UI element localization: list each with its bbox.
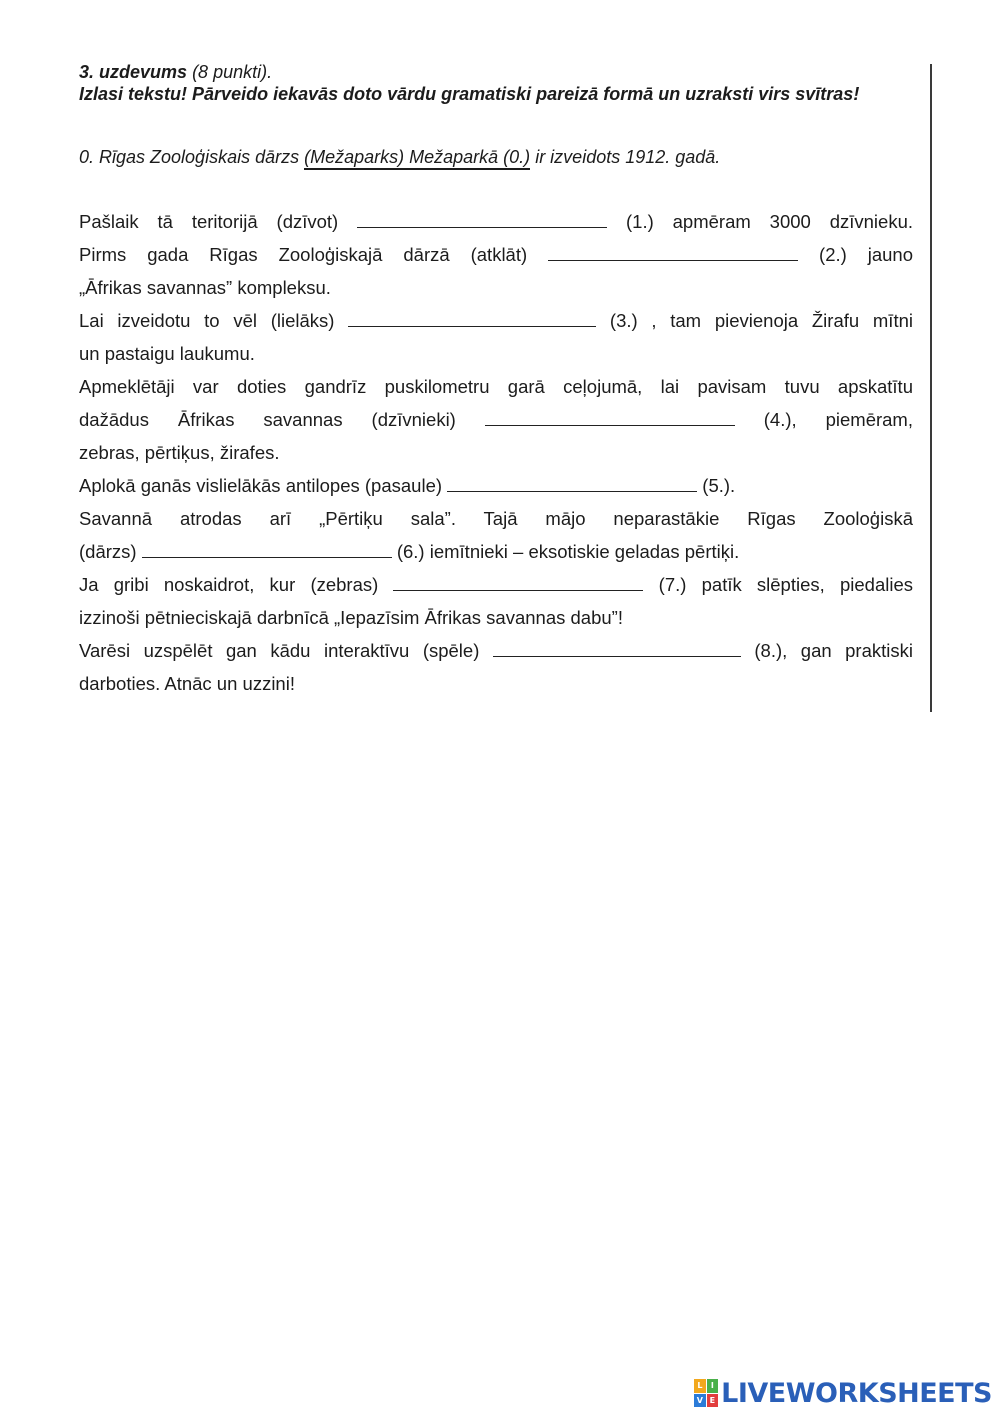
line-text: Apmeklētāji var doties gandrīz puskilometru garā ceļojumā, lai pavisam tuvu apskatītu <box>79 376 913 397</box>
answer-blank-5[interactable] <box>447 476 697 492</box>
margin-rule <box>930 64 932 712</box>
line-text: (dārzs) <box>79 541 142 562</box>
text-line-6 <box>79 376 913 398</box>
text-line-2 <box>79 244 913 266</box>
text-line-9 <box>79 475 913 497</box>
task-points: (8 punkti). <box>192 62 273 82</box>
line-text: izzinoši pētnieciskajā darbnīcā „Iepazīsim Āfrikas savannas dabu”! <box>79 607 623 628</box>
line-text: (7.) patīk slēpties, piedalies <box>643 574 913 595</box>
line-text: Aplokā ganās vislielākās antilopes (pasaule) <box>79 475 448 496</box>
example-after: ir izveidots 1912. gadā. <box>530 147 721 167</box>
line-text: (5.). <box>697 475 736 496</box>
task-instruction: Izlasi tekstu! Pārveido iekavās doto vārdu gramatiski pareizā formā un uzraksti virs svītras! <box>79 84 860 104</box>
answer-blank-1[interactable] <box>357 212 607 228</box>
logo-text: LIVEWORKSHEETS <box>721 1377 992 1409</box>
task-title: 3. uzdevums <box>79 62 188 82</box>
line-text: Lai izveidotu to vēl (lielāks) <box>79 310 349 331</box>
answer-blank-4[interactable] <box>485 410 735 426</box>
line-text: darboties. Atnāc un uzzini! <box>79 673 295 694</box>
text-line-15 <box>79 673 913 695</box>
text-line-11 <box>79 541 913 563</box>
text-line-8 <box>79 442 913 464</box>
answer-blank-8[interactable] <box>493 641 741 657</box>
text-line-4 <box>79 310 913 332</box>
line-text: (4.), piemēram, <box>734 409 913 430</box>
answer-blank-2[interactable] <box>548 245 798 261</box>
text-line-13 <box>79 607 913 629</box>
logo-mark-icon <box>694 1379 718 1407</box>
answer-blank-7[interactable] <box>393 575 643 591</box>
text-line-1 <box>79 211 913 233</box>
logo-mark-letter: I <box>707 1379 719 1393</box>
line-text: „Āfrikas savannas” kompleksu. <box>79 277 331 298</box>
task-heading <box>79 62 913 82</box>
text-line-7 <box>79 409 913 431</box>
logo-mark-letter: L <box>694 1379 706 1393</box>
answer-blank-6[interactable] <box>142 542 392 558</box>
example-answer: (Mežaparks) Mežaparkā (0.) <box>304 147 530 170</box>
line-text: (1.) apmēram 3000 dzīvnieku. <box>607 211 913 232</box>
liveworksheets-logo <box>694 1377 992 1409</box>
text-line-10 <box>79 508 913 530</box>
line-text: un pastaigu laukumu. <box>79 343 255 364</box>
logo-mark-letter: E <box>707 1394 719 1408</box>
line-text: Pirms gada Rīgas Zooloģiskajā dārzā (atklāt) <box>79 244 549 265</box>
example-sentence <box>79 145 913 169</box>
example-before: 0. Rīgas Zooloģiskais dārzs <box>79 147 305 167</box>
line-text: (8.), gan praktiski <box>740 640 913 661</box>
line-text: (6.) iemītnieki – eksotiskie geladas pērtiķi. <box>391 541 740 562</box>
line-text: Varēsi uzspēlēt gan kādu interaktīvu (spēle) <box>79 640 493 661</box>
line-text: Pašlaik tā teritorijā (dzīvot) <box>79 211 358 232</box>
line-text: zebras, pērtiķus, žirafes. <box>79 442 280 463</box>
text-line-5 <box>79 343 913 365</box>
line-text: (2.) jauno <box>798 244 913 265</box>
line-text: (3.) , tam pievienoja Žirafu mītni <box>596 310 913 331</box>
text-line-3 <box>79 277 913 299</box>
text-line-12 <box>79 574 913 596</box>
text-line-14 <box>79 640 913 662</box>
line-text: Ja gribi noskaidrot, kur (zebras) <box>79 574 394 595</box>
line-text: dažādus Āfrikas savannas (dzīvnieki) <box>79 409 485 430</box>
logo-mark-letter: V <box>694 1394 706 1408</box>
answer-blank-3[interactable] <box>348 311 596 327</box>
line-text: Savannā atrodas arī „Pērtiķu sala”. Tajā mājo neparastākie Rīgas Zooloģiskā <box>79 508 913 529</box>
